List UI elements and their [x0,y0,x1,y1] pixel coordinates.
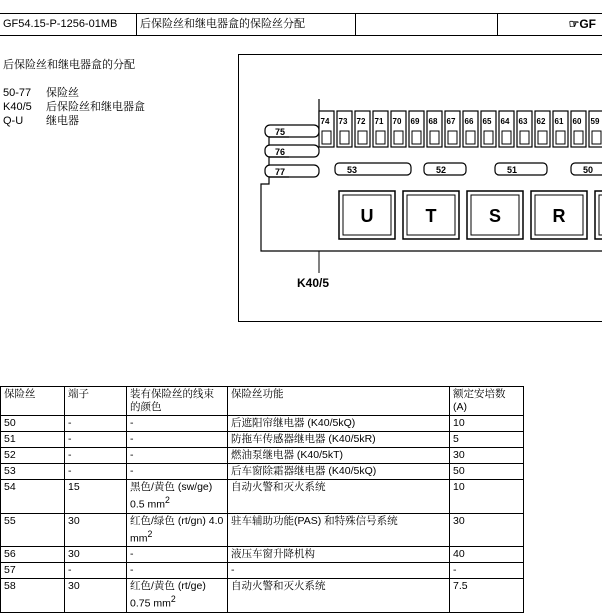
fuse-top [535,111,550,147]
wire-color-cell: - [127,563,228,579]
fuse-label: 50 [583,165,594,175]
fuse-left [265,125,319,137]
fuse-top [589,111,602,147]
fuse-top [319,111,334,147]
fuse-mid [571,163,602,175]
table-row [1,563,524,579]
fuse-label: 71 [374,117,384,126]
terminal-cell: - [65,448,127,464]
relay [531,191,587,239]
document-code: ☞GF [568,17,596,31]
fuse-top [481,111,496,147]
fuse-label: 59 [590,117,600,126]
relay [467,191,523,239]
fuse-top [499,111,514,147]
fuse-cell: 56 [1,547,65,563]
relay-label: R [552,206,566,226]
fuse-top [337,111,352,147]
amperage-cell: 7.5 [450,579,524,613]
fuse-label: 61 [554,117,564,126]
fuse-top [553,111,568,147]
column-header: 保险丝 [1,387,65,416]
amperage-cell: 10 [450,416,524,432]
fuse-mid [495,163,547,175]
fuse-cell: 53 [1,464,65,480]
function-cell: 自动火警和灭火系统 [228,480,450,514]
amperage-cell: - [450,563,524,579]
fuse-top [373,111,388,147]
fuse-table [0,386,524,613]
fuse-top [445,111,460,147]
fuse-label: 70 [392,117,402,126]
fuse-label: 67 [446,117,456,126]
fuse-box-diagram [238,54,602,322]
relay [403,191,459,239]
relay [595,191,602,239]
table-row [1,579,524,613]
fuse-label: 52 [436,165,447,175]
wire-color-cell: - [127,464,228,480]
fuse-mid [335,163,411,175]
terminal-cell: - [65,416,127,432]
function-cell: 燃油泵继电器 (K40/5kT) [228,448,450,464]
wire-color-cell: - [127,416,228,432]
fuse-cell: 55 [1,513,65,547]
legend-item: Q-U 继电器 [3,115,79,127]
amperage-cell: 50 [450,464,524,480]
fuse-cell: 50 [1,416,65,432]
amperage-cell: 5 [450,432,524,448]
fuse-label: 60 [572,117,582,126]
relay-label: U [360,206,374,226]
relay-label: S [488,206,502,226]
relay [339,191,395,239]
function-cell: - [228,563,450,579]
fuse-label: 69 [410,117,420,126]
terminal-cell: - [65,563,127,579]
component-label: K40/5 [297,276,330,290]
table-row [1,547,524,563]
table-row [1,464,524,480]
fuse-top [355,111,370,147]
amperage-cell: 30 [450,448,524,464]
terminal-cell: 30 [65,547,127,563]
document-header [0,13,602,36]
fuse-top [391,111,406,147]
terminal-cell: 15 [65,480,127,514]
wire-color-cell: 红色/黄色 (rt/ge) 0.75 $mm^2$ [127,579,228,613]
column-header: 保险丝功能 [228,387,450,416]
fuse-label: 53 [347,165,358,175]
fuse-label: 63 [518,117,528,126]
function-cell: 后车窗除霜器继电器 (K40/5kQ) [228,464,450,480]
wire-color-cell: 黑色/黄色 (sw/ge) 0.5 $mm^2$ [127,480,228,514]
table-row [1,432,524,448]
legend [3,86,145,128]
fuse-cell: 54 [1,480,65,514]
terminal-cell: 30 [65,579,127,613]
fuse-top [427,111,442,147]
table-row [1,513,524,547]
table-row [1,480,524,514]
column-header: 额定安培数 (A) [450,387,524,416]
terminal-cell: - [65,464,127,480]
terminal-cell: 30 [65,513,127,547]
fuse-label: 68 [428,117,438,126]
fuse-label: 76 [275,147,286,157]
fuse-label: 51 [507,165,518,175]
relay-label: T [425,206,437,226]
fuse-label: 66 [464,117,474,126]
document-id: GF54.15-P-1256-01MB [0,14,137,35]
fuse-left [265,145,319,157]
fuse-cell: 52 [1,448,65,464]
fuse-mid [424,163,466,175]
function-cell: 防拖车传感器继电器 (K40/5kR) [228,432,450,448]
function-cell: 驻车辅助功能(PAS) 和特殊信号系统 [228,513,450,547]
amperage-cell: 10 [450,480,524,514]
fuse-label: 72 [356,117,366,126]
column-header: 端子 [65,387,127,416]
table-header-row [1,387,524,416]
fuse-cell: 57 [1,563,65,579]
pointing-hand-icon: ☞ [568,17,580,31]
fuse-top [409,111,424,147]
wire-color-cell: - [127,432,228,448]
table-row [1,448,524,464]
fuse-label: 75 [275,127,286,137]
function-cell: 后遮阳帘继电器 (K40/5kQ) [228,416,450,432]
function-cell: 自动火警和灭火系统 [228,579,450,613]
function-cell: 液压车窗升降机构 [228,547,450,563]
fuse-label: 62 [536,117,546,126]
document-title: 后保险丝和继电器盒的保险丝分配 [140,18,305,30]
legend-item: 50-77 保险丝 [3,87,79,99]
section-title: 后保险丝和继电器盒的分配 [3,59,135,71]
fuse-label: 77 [275,167,286,177]
fuse-top [517,111,532,147]
wire-color-cell: - [127,448,228,464]
fuse-top [463,111,478,147]
fuse-label: 64 [500,117,510,126]
fuse-cell: 58 [1,579,65,613]
fuse-label: 73 [338,117,348,126]
column-header: 装有保险丝的线束的颜色 [127,387,228,416]
fuse-label: 74 [320,117,330,126]
legend-item: K40/5 后保险丝和继电器盒 [3,101,145,113]
wire-color-cell: - [127,547,228,563]
amperage-cell: 30 [450,513,524,547]
table-row [1,416,524,432]
fuse-top [571,111,586,147]
amperage-cell: 40 [450,547,524,563]
wire-color-cell: 红色/绿色 (rt/gn) 4.0 $mm^2$ [127,513,228,547]
fuse-label: 65 [482,117,492,126]
fuse-cell: 51 [1,432,65,448]
header-empty-cell [355,14,498,35]
terminal-cell: - [65,432,127,448]
fuse-box-svg [239,55,602,322]
fuse-left [265,165,319,177]
